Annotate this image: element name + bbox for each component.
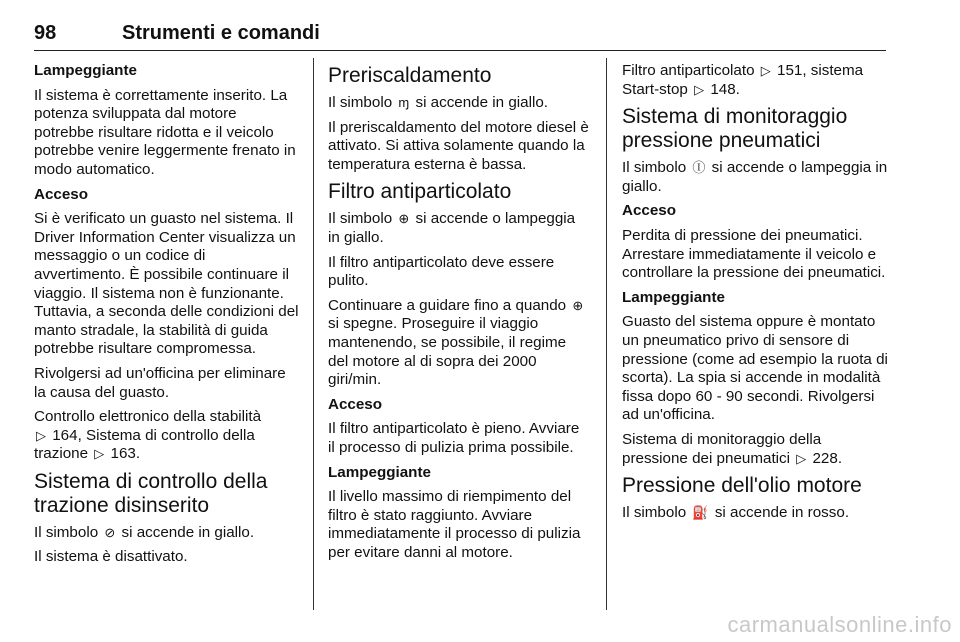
paragraph: Il sistema è correttamente inserito. La potenza sviluppata dal motore potrebbe risultare ridotta e il veicolo potrebbe venire leggermente frenato in modo automatico.	[34, 86, 296, 178]
paragraph: Il livello massimo di riempimento del filtro è stato raggiunto. Avviare immediatamente il processo di pulizia per evitare danni al motore.	[328, 488, 581, 561]
text: 163.	[110, 445, 141, 463]
text: Controllo elettronico della stabilità	[34, 408, 262, 426]
tyre-pressure-icon: Ⓘ	[692, 160, 706, 176]
paragraph: Guasto del sistema oppure è montato un pneumatico privo di sensore di pressione (come ad esempio la ruota di scorta). La spia si accende in modalità fissa dopo 60 - 90 secondi. Rivolgersi ad un'officina.	[622, 313, 888, 424]
column-divider-1	[313, 58, 314, 610]
paragraph: Perdita di pressione dei pneumatici. Arrestare immediatamente il veicolo e controllare la pressione dei pneumatici.	[622, 226, 886, 282]
paragraph-with-refs	[34, 408, 300, 464]
page-ref-icon: ▷	[94, 446, 105, 462]
subheading-acceso: Acceso	[34, 185, 89, 203]
paragraph-with-icon	[622, 504, 888, 523]
paragraph-with-icon	[328, 210, 590, 247]
paragraph-with-icon	[328, 94, 590, 113]
text: si accende o lampeggia in giallo.	[622, 159, 888, 195]
subheading-lampeggiante: Lampeggiante	[622, 288, 725, 306]
glow-plug-icon: ɱ	[398, 95, 410, 110]
paragraph-with-refs	[622, 62, 888, 99]
heading-traction-control-off: Sistema di controllo della trazione disinserito	[34, 469, 268, 517]
page-ref-icon: ▷	[694, 81, 705, 97]
text: si accende in giallo.	[415, 94, 549, 111]
page-number: 98	[34, 22, 57, 44]
page-ref-icon: ▷	[760, 63, 771, 78]
text: 148.	[710, 80, 740, 98]
paragraph-with-icon	[34, 524, 300, 543]
text: Il simbolo	[328, 94, 393, 111]
traction-control-off-icon: ⊘	[104, 524, 116, 540]
text: si spegne. Proseguire il viaggio mantenendo, se possibile, il regime del motore al di sopra dei 2000 giri/min.	[328, 315, 567, 389]
text: Sistema di monitoraggio della pressione dei pneumatici	[622, 430, 822, 467]
text: si accende in rosso.	[714, 504, 850, 522]
subheading-acceso: Acceso	[328, 395, 383, 413]
chapter-title: Strumenti e comandi	[122, 22, 320, 44]
page-header	[34, 22, 886, 50]
paragraph: Si è verificato un guasto nel sistema. Il Driver Information Center visualizza un messaggio o un codice di avvertimento. È possibile continuare il viaggio. Il sistema non è funzionante. Tuttavia, a seconda delle condizioni del manto stradale, la stabilità di guida potrebbe risultare compromessa.	[34, 210, 299, 358]
particulate-filter-icon: ⊕	[572, 297, 584, 313]
text: 151, sistema Start-stop	[622, 62, 864, 98]
text: Filtro antiparticolato	[622, 62, 755, 79]
column-3	[622, 62, 888, 529]
header-rule	[34, 50, 886, 51]
subheading-acceso: Acceso	[622, 202, 677, 220]
oil-can-icon: ⛽	[692, 505, 709, 521]
text: 164, Sistema di controllo della trazione	[34, 426, 255, 463]
particulate-filter-icon: ⊕	[398, 211, 410, 227]
text: 228.	[812, 449, 843, 467]
paragraph-with-icon	[622, 159, 888, 196]
paragraph: Il sistema è disattivato.	[34, 548, 188, 566]
text: si accende in giallo.	[121, 523, 255, 541]
subheading-lampeggiante: Lampeggiante	[34, 62, 137, 79]
text: Il simbolo	[328, 210, 393, 228]
heading-filtro-antiparticolato: Filtro antiparticolato	[328, 180, 512, 204]
watermark: carmanualsonline.info	[727, 612, 952, 637]
text: Il simbolo	[622, 159, 687, 177]
page-ref-icon: ▷	[796, 450, 807, 466]
paragraph: Il filtro antiparticolato è pieno. Avviare il processo di pulizia prima possibile.	[328, 420, 580, 456]
text: Continuare a guidare fino a quando	[328, 296, 567, 314]
paragraph: Il preriscaldamento del motore diesel è attivato. Si attiva solamente quando la temperatura esterna è bassa.	[328, 118, 589, 173]
subheading-lampeggiante: Lampeggiante	[328, 463, 431, 481]
column-2	[328, 62, 590, 568]
text: si accende o lampeggia in giallo.	[328, 210, 576, 246]
paragraph-with-icon	[328, 297, 590, 390]
heading-tyre-pressure-monitoring: Sistema di monitoraggio pressione pneumatici	[622, 105, 848, 153]
paragraph-with-refs	[622, 431, 888, 468]
column-1	[34, 62, 300, 573]
page-ref-icon: ▷	[36, 427, 46, 443]
text: Il simbolo	[622, 504, 687, 522]
heading-oil-pressure: Pressione dell'olio motore	[622, 474, 862, 498]
heading-preriscaldamento: Preriscaldamento	[328, 64, 492, 87]
paragraph: Il filtro antiparticolato deve essere pulito.	[328, 253, 555, 290]
paragraph: Rivolgersi ad un'officina per eliminare la causa del guasto.	[34, 364, 286, 401]
column-divider-2	[606, 58, 607, 610]
text: Il simbolo	[34, 523, 99, 541]
